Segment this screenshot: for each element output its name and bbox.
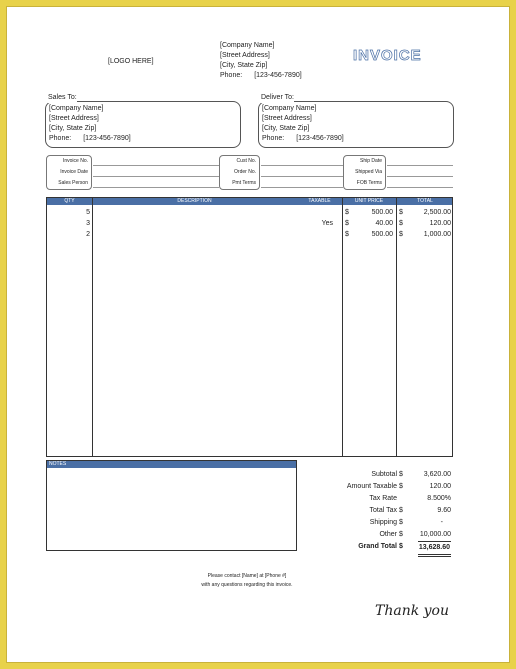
total-currency: $ [399,531,403,538]
item-unit-currency: $ [345,220,349,227]
total-tax-row [307,505,453,517]
deliver-to-company: [Company Name] [262,105,317,112]
order-no-label: Order No. [234,169,256,175]
sales-to-company: [Company Name] [49,105,104,112]
total-currency: $ [399,519,403,526]
amount-taxable-row [307,481,453,493]
sales-person-label: Sales Person [58,180,88,186]
total-label: Subtotal [371,471,397,478]
sales-to-street: [Street Address] [49,115,99,122]
item-unit-currency: $ [345,231,349,238]
total-currency: $ [399,507,403,514]
deliver-to-phone: [123-456-7890] [296,135,344,142]
line-items-table [46,197,453,457]
total-currency: $ [399,471,403,478]
total-header: TOTAL [417,198,433,204]
total-label: Amount Taxable [346,483,397,490]
total-label: Tax Rate [369,495,397,502]
seller-phone-label: Phone: [220,72,243,79]
sales-to-phone-label: Phone: [49,135,72,142]
item-qty: 5 [86,209,90,216]
total-value: 10,000.00 [419,531,451,538]
item-total-currency: $ [399,231,403,238]
logo-placeholder: [LOGO HERE] [108,58,154,65]
qty-header: QTY [64,198,75,204]
total-label: Shipping [369,519,397,526]
unit-price-header: UNIT PRICE [354,198,384,204]
total-value: 8.500% [427,495,451,502]
item-total-currency: $ [399,209,403,216]
table-header [47,198,452,205]
total-value: - [440,519,443,526]
invoice-info-labels [46,155,92,190]
other-row [307,529,453,541]
tax-rate-row [307,493,453,505]
thank-you-signature: Thank you [375,603,450,619]
invoice-title: INVOICE [353,47,422,64]
deliver-to-box [258,94,454,148]
cust-no-label: Cust No. [236,158,256,164]
sales-to-phone: [123-456-7890] [83,135,131,142]
sales-to-box [45,94,241,148]
sales-to-heading: Sales To: [48,94,77,101]
total-label: Total Tax [369,507,397,514]
contact-line-1: Please contact [Name] at [Phone #] [207,573,287,579]
contact-note [167,572,327,590]
total-currency: $ [399,483,403,490]
item-total-currency: $ [399,220,403,227]
deliver-to-street: [Street Address] [262,115,312,122]
contact-line-2: with any questions regarding this invoice. [201,582,293,588]
totals-block [307,469,453,554]
item-unit-price: 500.00 [371,209,393,216]
total-label: Other [379,531,397,538]
seller-address [220,41,302,81]
seller-city: [City, State Zip] [220,62,268,69]
item-taxable: Yes [321,220,333,227]
seller-phone: [123-456-7890] [254,72,302,79]
notes-label: NOTES [47,461,296,468]
seller-street: [Street Address] [220,52,270,59]
seller-company: [Company Name] [220,42,275,49]
invoice-page [6,6,510,663]
total-value: 13,628.60 [418,541,451,557]
shipping-info-labels [343,155,386,190]
total-label: Grand Total [358,543,397,550]
sales-to-city: [City, State Zip] [49,125,97,132]
deliver-to-city: [City, State Zip] [262,125,310,132]
deliver-to-phone-label: Phone: [262,135,285,142]
description-header: DESCRIPTION [177,198,212,204]
taxable-header: TAXABLE [308,198,331,204]
item-total: 2,500.00 [423,209,451,216]
invoice-date-label: Invoice Date [60,169,88,175]
order-info-labels [219,155,260,190]
total-value: 3,620.00 [423,471,451,478]
item-total: 1,000.00 [423,231,451,238]
total-value: 9.60 [437,507,451,514]
total-currency: $ [399,543,403,550]
subtotal-row [307,469,453,481]
grand-total-row [307,541,453,554]
item-unit-currency: $ [345,209,349,216]
invoice-no-label: Invoice No. [62,158,88,164]
item-qty: 3 [86,220,90,227]
deliver-to-heading: Deliver To: [261,94,294,101]
shipped-via-label: Shipped Via [355,169,382,175]
item-qty: 2 [86,231,90,238]
shipping-row [307,517,453,529]
item-total: 120.00 [429,220,451,227]
notes-box [46,460,297,551]
item-unit-price: 40.00 [375,220,393,227]
ship-date-label: Ship Date [360,158,382,164]
item-unit-price: 500.00 [371,231,393,238]
fob-terms-label: FOB Terms [356,180,382,186]
pmt-terms-label: Pmt Terms [232,180,256,186]
total-value: 120.00 [429,483,451,490]
